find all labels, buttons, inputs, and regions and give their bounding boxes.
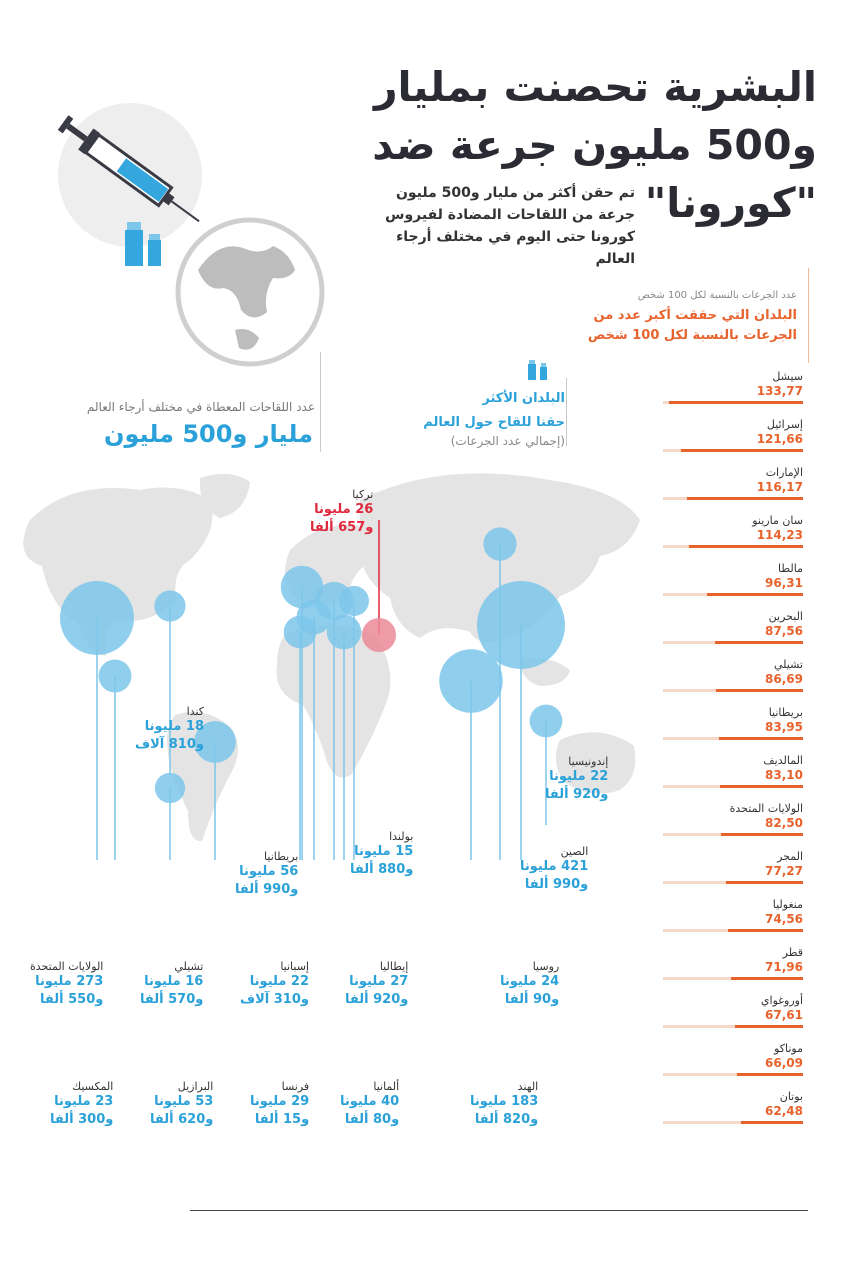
ranking-country-name: أوروغواي [760,994,803,1007]
ranking-country-name: موناكو [774,1042,803,1055]
ranking-country-name: سان مارينو [752,514,803,527]
dose-value-line-2: و990 ألفا [235,882,299,897]
dose-value-line-2: و880 ألفا [350,862,414,877]
country-name: المكسيك [72,1080,114,1093]
country-name: البرازيل [177,1080,214,1093]
country-label [500,960,559,1009]
ranking-bar [726,881,803,884]
ranking-country-name: تشيلي [773,658,803,671]
ranking-bar [681,449,803,452]
ranking-bar [728,929,803,932]
ranking-bar-track [663,689,803,692]
ranking-bar [689,545,803,548]
dose-bubble [530,705,563,738]
ranking-bar-chart [663,368,803,1136]
ranking-country-name: سيشل [772,370,803,383]
ranking-bar [731,977,803,980]
dose-value-line-1: 26 مليونا [314,502,374,517]
ranking-heading [557,306,797,346]
country-label [240,960,309,1009]
ranking-row [663,944,803,992]
ranking-bar-track [663,401,803,404]
ranking-heading-line-2: الجرعات بالنسبة لكل 100 شخص [587,328,797,343]
country-label [250,1080,309,1129]
top-countries-note: (إجمالي عدد الجرعات) [450,434,565,448]
ranking-value: 86,69 [765,672,803,686]
ranking-bar [715,641,803,644]
dose-value-line-2: و80 ألفا [344,1112,400,1127]
ranking-value: 87,56 [765,624,803,638]
ranking-country-name: المالديف [763,754,803,767]
dose-value-line-1: 27 مليونا [349,974,409,989]
dose-value-line-1: 183 مليونا [470,1094,539,1109]
dose-value-line-2: و300 ألفا [50,1112,114,1127]
ranking-row [663,896,803,944]
country-name: الصين [560,845,589,858]
ranking-country-name: بريطانيا [768,706,803,719]
country-label [140,960,203,1009]
dose-value-line-1: 16 مليونا [144,974,204,989]
ranking-bar-track [663,593,803,596]
ranking-bar-track [663,977,803,980]
ranking-value: 121,66 [756,432,803,446]
country-name: ألمانيا [373,1080,400,1093]
ranking-row [663,800,803,848]
ranking-country-name: قطر [782,946,803,959]
country-label [310,488,373,537]
country-label [30,960,103,1009]
dose-value-line-2: و570 ألفا [140,992,204,1007]
ranking-value: 83,95 [765,720,803,734]
ranking-value: 62,48 [765,1104,803,1118]
ranking-country-name: مالطا [778,562,803,575]
dose-value-line-2: و620 ألفا [150,1112,214,1127]
top-countries-heading: البلدان الأكثر [482,391,565,406]
ranking-row [663,416,803,464]
dose-value-line-1: 53 مليونا [154,1094,214,1109]
dose-value-line-2: و550 ألفا [40,992,104,1007]
country-name: إسبانيا [280,960,309,973]
ranking-bar-track [663,737,803,740]
country-label [545,755,608,804]
country-label [135,705,204,754]
dose-value-line-1: 15 مليونا [354,844,414,859]
country-label [150,1080,213,1129]
ranking-value: 77,27 [765,864,803,878]
country-label [520,845,588,894]
ranking-bar [669,401,803,404]
country-name: إيطاليا [379,960,409,973]
country-label [235,850,298,899]
dose-value-line-1: 18 مليونا [144,719,204,734]
divider [566,378,567,446]
country-label [340,1080,399,1129]
ranking-row [663,656,803,704]
dose-value-line-1: 29 مليونا [250,1094,310,1109]
ranking-bar-track [663,929,803,932]
footer-divider [190,1210,808,1211]
ranking-bar-track [663,641,803,644]
ranking-value: 83,10 [765,768,803,782]
country-label [50,1080,113,1129]
vial-icon [526,360,552,382]
ranking-value: 114,23 [756,528,803,542]
syringe-globe-illustration [30,80,330,370]
dose-bubble [315,582,353,620]
ranking-row [663,704,803,752]
dose-value-line-1: 421 مليونا [520,859,589,874]
ranking-bar-track [663,545,803,548]
title-line-1: البشرية تحصنت بمليار [373,63,817,111]
ranking-country-name: الإمارات [765,466,803,479]
ranking-value: 116,17 [756,480,803,494]
ranking-bar-track [663,1025,803,1028]
ranking-value: 133,77 [756,384,803,398]
dose-value-line-2: و810 آلاف [135,737,204,752]
ranking-country-name: الولايات المتحدة [729,802,803,815]
ranking-country-name: إسرائيل [766,418,803,431]
country-name: الهند [517,1080,539,1093]
ranking-bar [707,593,803,596]
dose-value-line-2: و990 ألفا [524,877,589,892]
country-name: تشيلي [174,960,204,973]
country-label [350,830,413,879]
title-line-2: و500 مليون جرعة ضد [372,121,817,169]
ranking-bar [737,1073,803,1076]
dose-value-line-2: و90 ألفا [504,992,560,1007]
country-name: روسيا [532,960,560,973]
ranking-country-name: المجر [777,850,803,863]
dose-value-line-1: 24 مليونا [500,974,560,989]
total-doses-value: مليار و500 مليون [103,420,313,448]
ranking-row [663,560,803,608]
total-doses-label: عدد اللقاحات المعطاة في مختلف أرجاء العالم [86,400,315,414]
title-line-3: "كورونا" [644,179,817,227]
country-name: تركيا [352,488,374,501]
ranking-bar-track [663,1121,803,1124]
ranking-value: 67,61 [765,1008,803,1022]
dose-bubble [483,527,516,560]
dose-bubble [154,590,185,621]
ranking-row [663,992,803,1040]
country-label [470,1080,538,1129]
country-name: إندونيسيا [568,755,609,768]
ranking-row [663,512,803,560]
ranking-row [663,848,803,896]
subtitle: تم حقن أكثر من مليار و500 مليون جرعة من اللقاحات المضادة لفيروس كورونا حتى اليوم في مختلف أرجاء العالم [385,185,635,267]
country-name: الولايات المتحدة [30,960,104,973]
country-name: بريطانيا [264,850,299,863]
dose-bubble [99,660,132,693]
country-name: فرنسا [281,1080,310,1093]
ranking-bar-track [663,881,803,884]
dose-value-line-2: و820 ألفا [474,1112,539,1127]
divider [808,268,809,363]
ranking-row [663,752,803,800]
ranking-bar [721,833,804,836]
dose-value-line-1: 22 مليونا [549,769,609,784]
dose-bubble [155,773,185,803]
ranking-bar [735,1025,803,1028]
ranking-country-name: بوتان [779,1090,803,1103]
dose-value-line-1: 22 مليونا [249,974,309,989]
dose-value-line-1: 273 مليونا [35,974,104,989]
ranking-bar [741,1121,803,1124]
ranking-value: 71,96 [765,960,803,974]
country-label [345,960,408,1009]
top-countries-heading-2: حقنا للقاح حول العالم [423,415,565,430]
ranking-country-name: البحرين [768,610,803,623]
ranking-value: 74,56 [765,912,803,926]
ranking-bar-track [663,833,803,836]
ranking-bar-track [663,497,803,500]
ranking-country-name: منغوليا [772,898,803,911]
dose-value-line-1: 23 مليونا [54,1094,114,1109]
ranking-row [663,1088,803,1136]
ranking-bar-track [663,449,803,452]
dose-value-line-2: و657 ألفا [310,520,374,535]
dose-value-line-2: و310 آلاف [240,992,309,1007]
ranking-bar [716,689,803,692]
ranking-value: 66,09 [765,1056,803,1070]
ranking-value: 96,31 [765,576,803,590]
ranking-row [663,1040,803,1088]
divider [320,352,321,452]
dose-value-line-1: 56 مليونا [239,864,299,879]
ranking-caption: عدد الجرعات بالنسبة لكل 100 شخص [637,290,797,301]
ranking-bar [719,737,803,740]
ranking-row [663,608,803,656]
dose-value-line-2: و920 ألفا [345,992,409,1007]
dose-value-line-2: و920 ألفا [545,787,609,802]
ranking-heading-line-1: البلدان التي حققت أكبر عدد من [593,308,797,323]
country-name: بولندا [389,830,414,843]
dose-value-line-1: 40 مليونا [340,1094,400,1109]
dose-bubble [362,618,396,652]
ranking-value: 82,50 [765,816,803,830]
dose-bubble [477,581,565,669]
ranking-bar-track [663,785,803,788]
dose-value-line-2: و15 ألفا [254,1112,310,1127]
ranking-bar-track [663,1073,803,1076]
ranking-row [663,464,803,512]
ranking-row [663,368,803,416]
country-name: كندا [186,705,204,718]
ranking-bar [687,497,803,500]
ranking-bar [720,785,803,788]
dose-bubble [60,581,134,655]
